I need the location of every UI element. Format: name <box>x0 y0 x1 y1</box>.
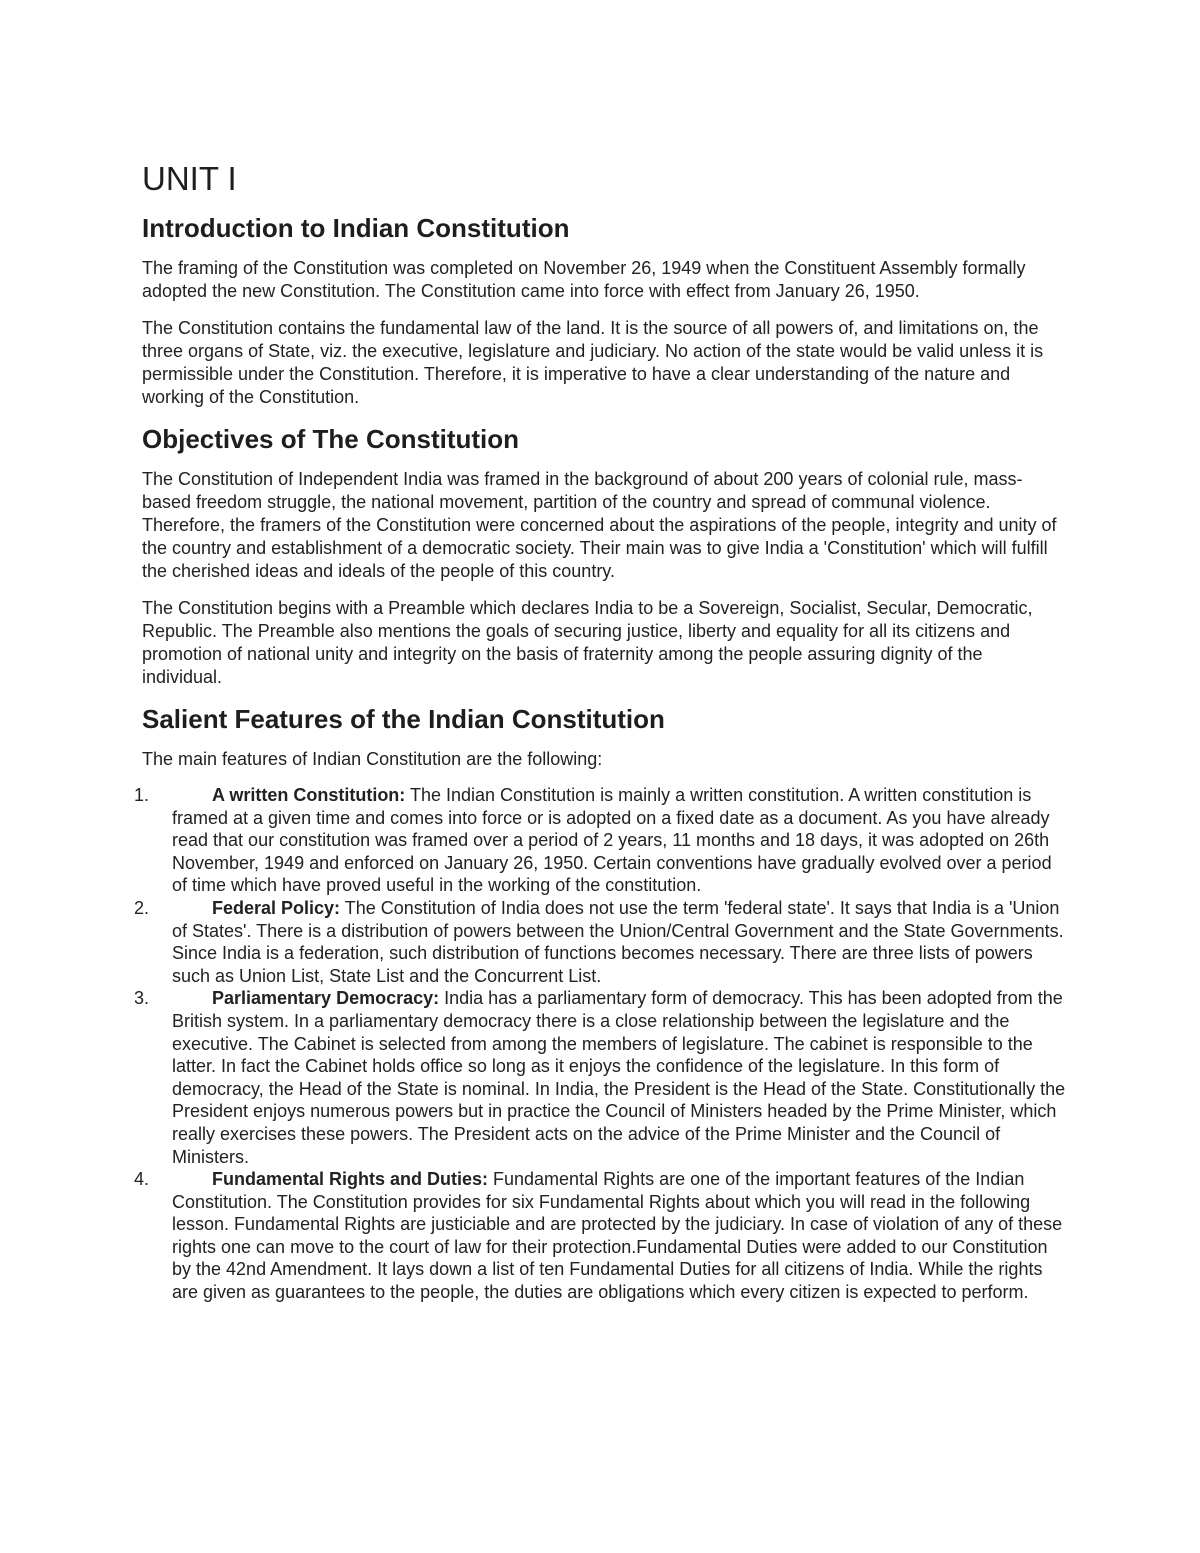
intro-paragraph-2: The Constitution contains the fundamental law of the land. It is the source of all powers of, and limitations on, the three organs of State, viz. the executive, legislature and judiciary. No action of the state would be valid unless it is permissible under the Constitution. Therefore, it is imperative to have a clear understanding of the nature and working of the Constitution. <box>142 318 1044 407</box>
heading-salient-features: Salient Features of the Indian Constitution <box>142 704 665 734</box>
objectives-paragraph-2: The Constitution begins with a Preamble which declares India to be a Sovereign, Socialist, Secular, Democratic, Republic. The Preamble also mentions the goals of securing justice, liberty and equality for all its citizens and promotion of national unity and integrity on the basis of fraternity among the people assuring dignity of the individual. <box>142 598 1033 687</box>
list-item <box>134 784 1067 897</box>
heading-introduction: Introduction to Indian Constitution <box>142 213 570 243</box>
list-item-text: The Indian Constitution is mainly a written constitution. A written constitution is framed at a given time and comes into force or is adopted on a fixed date as a document. As you have already read that our constitution was framed over a period of 2 years, 11 months and 18 days, it was adopted on 26th November, 1949 and enforced on January 26, 1950. Certain conventions have gradually evolved over a period of time which have proved useful in the working of the constitution. <box>172 785 1052 896</box>
list-item-title: Parliamentary Democracy: <box>212 988 440 1009</box>
list-item-number: 3. <box>134 988 150 1009</box>
list-item-text: India has a parliamentary form of democracy. This has been adopted from the British system. In a parliamentary democracy there is a close relationship between the legislature and the executive. The Cabinet is selected from among the members of legislature. The cabinet is responsible to the latter. In fact the Cabinet holds office so long as it enjoys the confidence of the legislature. In this form of democracy, the Head of the State is nominal. In India, the President is the Head of the State. Constitutionally the President enjoys numerous powers but in practice the Council of Ministers headed by the Prime Minister, which really exercises these powers. The President acts on the advice of the Prime Minister and the Council of Ministers. <box>172 988 1066 1167</box>
intro-paragraph-1: The framing of the Constitution was completed on November 26, 1949 when the Constituent Assembly formally adopted the new Constitution. The Constitution came into force with effect from January 26, 1950. <box>142 258 1026 301</box>
list-item <box>134 987 1067 1168</box>
unit-title: UNIT I <box>142 160 237 197</box>
list-item <box>134 1168 1067 1304</box>
features-list <box>134 784 1067 1304</box>
list-item-text: Fundamental Rights are one of the important features of the Indian Constitution. The Constitution provides for six Fundamental Rights about which you will read in the following lesson. Fundamental Rights are justiciable and are protected by the judiciary. In case of violation of any of these rights one can move to the court of law for their protection.Fundamental Duties were added to our Constitution by the 42nd Amendment. It lays down a list of ten Fundamental Duties for all citizens of India. While the rights are given as guarantees to the people, the duties are obligations which every citizen is expected to perform. <box>172 1169 1063 1303</box>
list-item <box>134 897 1067 987</box>
list-item-title: A written Constitution: <box>212 785 406 805</box>
list-item-number: 1. <box>134 785 150 805</box>
heading-objectives: Objectives of The Constitution <box>142 424 520 454</box>
list-item-title: Federal Policy: <box>212 897 341 918</box>
list-item-number: 2. <box>134 897 150 918</box>
list-item-text: The Constitution of India does not use the term 'federal state'. It says that India is a 'Union of States'. There is a distribution of powers between the Union/Central Government and the State Governments. Since India is a federation, such distribution of functions becomes necessary. There are three lists of powers such as Union List, State List and the Concurrent List. <box>172 897 1064 986</box>
list-item-number: 4. <box>134 1169 150 1190</box>
features-lead: The main features of Indian Constitution are the following: <box>142 749 603 769</box>
list-item-title: Fundamental Rights and Duties: <box>212 1169 489 1190</box>
document-page <box>134 158 1067 1304</box>
objectives-paragraph-1: The Constitution of Independent India was framed in the background of about 200 years of colonial rule, mass-based freedom struggle, the national movement, partition of the country and spread of communal violence. Therefore, the framers of the Constitution were concerned about the aspirations of the people, integrity and unity of the country and establishment of a democratic society. Their main was to give India a 'Constitution' which will fulfill the cherished ideas and ideals of the people of this country. <box>142 469 1057 581</box>
